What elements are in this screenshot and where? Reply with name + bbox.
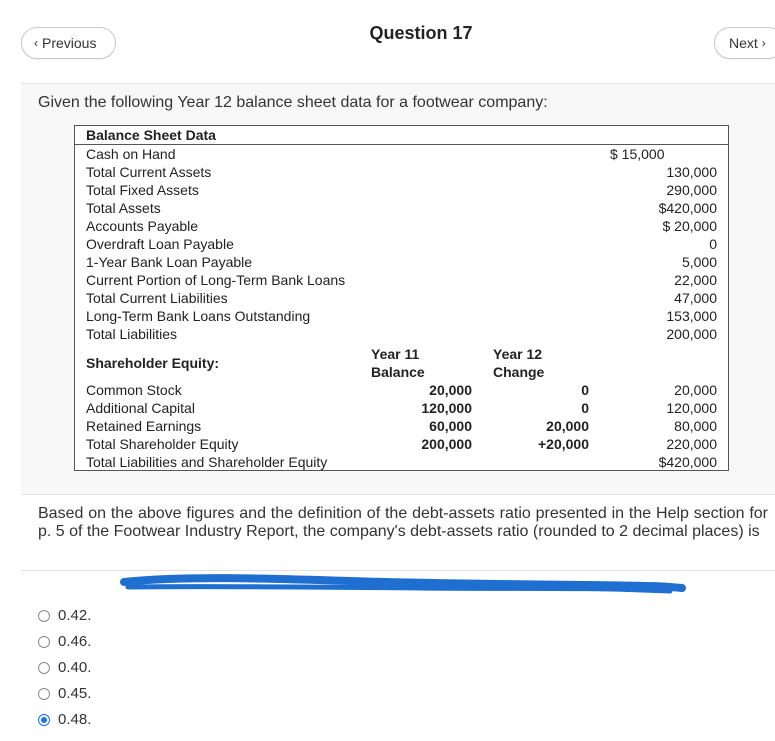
answer-option[interactable] [38,659,91,676]
equity-change: 0 [581,382,589,398]
answer-option-selected[interactable] [38,711,91,728]
radio-icon[interactable] [38,610,50,622]
equity-change: 0 [581,400,589,416]
answer-option[interactable] [38,607,91,624]
row-value: 22,000 [674,272,717,288]
question-followup: Based on the above figures and the definition of the debt-assets ratio presented in the Help section for p. 5 of the Footwear Industry Report, the company's debt-assets ratio (rounded to 2 decimal places) is [38,505,768,540]
radio-icon[interactable] [38,688,50,700]
row-value: 47,000 [674,290,717,306]
row-label: Total Current Assets [86,164,212,180]
row-value: $ 20,000 [662,218,717,234]
equity-year11: 20,000 [429,382,472,398]
equity-row-label: Retained Earnings [86,418,202,434]
row-value: 0 [709,236,717,252]
col-year11-subheading: Balance [371,364,425,380]
row-value: 200,000 [666,326,717,342]
row-label: Cash on Hand [86,146,176,162]
equity-row-label: Total Liabilities and Shareholder Equity [86,454,328,470]
option-label: 0.40. [58,659,92,676]
equity-value: 20,000 [674,382,717,398]
equity-year11: 60,000 [429,418,472,434]
radio-selected-icon[interactable] [38,714,50,726]
equity-row-label: Common Stock [86,382,182,398]
col-year12-subheading: Change [493,364,545,380]
option-label: 0.42. [58,607,92,624]
question-title: Question 17 [369,23,473,43]
table-header: Balance Sheet Data [86,127,216,143]
row-label: 1-Year Bank Loan Payable [86,254,253,270]
row-value: 5,000 [681,254,717,270]
equity-row-label: Total Shareholder Equity [86,436,239,452]
row-label: Accounts Payable [86,218,199,234]
equity-year11: 120,000 [421,400,472,416]
equity-value: $420,000 [658,454,717,470]
row-label: Overdraft Loan Payable [86,236,234,252]
answer-option[interactable] [38,633,91,650]
balance-sheet-table [74,125,729,471]
answer-option[interactable] [38,685,91,702]
row-label: Total Liabilities [86,326,178,342]
option-label: 0.48. [58,711,92,728]
chevron-right-icon: › [761,36,766,50]
col-year11-heading: Year 11 [371,346,420,362]
col-year12-heading: Year 12 [493,346,543,362]
row-label: Long-Term Bank Loans Outstanding [86,308,311,324]
equity-heading: Shareholder Equity: [86,355,220,371]
option-label: 0.46. [58,633,92,650]
row-value: $ 15,000 [610,146,665,162]
row-value: 153,000 [666,308,717,324]
radio-icon[interactable] [38,662,50,674]
chevron-left-icon: ‹ [34,36,38,50]
equity-change: 20,000 [546,418,589,434]
radio-icon[interactable] [38,636,50,648]
equity-value: 220,000 [666,436,717,452]
equity-value: 120,000 [666,400,717,416]
next-label: Next [729,35,758,51]
equity-value: 80,000 [674,418,717,434]
table-header-row [75,126,728,145]
row-label: Total Current Liabilities [86,290,228,306]
redaction-scribble [120,572,690,598]
equity-year11: 200,000 [421,436,472,452]
question-intro: Given the following Year 12 balance sheet data for a footwear company: [38,94,548,111]
row-value: 290,000 [666,182,717,198]
next-button[interactable] [714,27,775,59]
row-value: $420,000 [658,200,717,216]
equity-row-label: Additional Capital [86,400,195,416]
previous-label: Previous [42,35,97,51]
row-label: Total Assets [86,200,161,216]
row-value: 130,000 [666,164,717,180]
equity-change: +20,000 [538,436,589,452]
row-label: Total Fixed Assets [86,182,199,198]
row-label: Current Portion of Long-Term Bank Loans [86,272,346,288]
option-label: 0.45. [58,685,92,702]
